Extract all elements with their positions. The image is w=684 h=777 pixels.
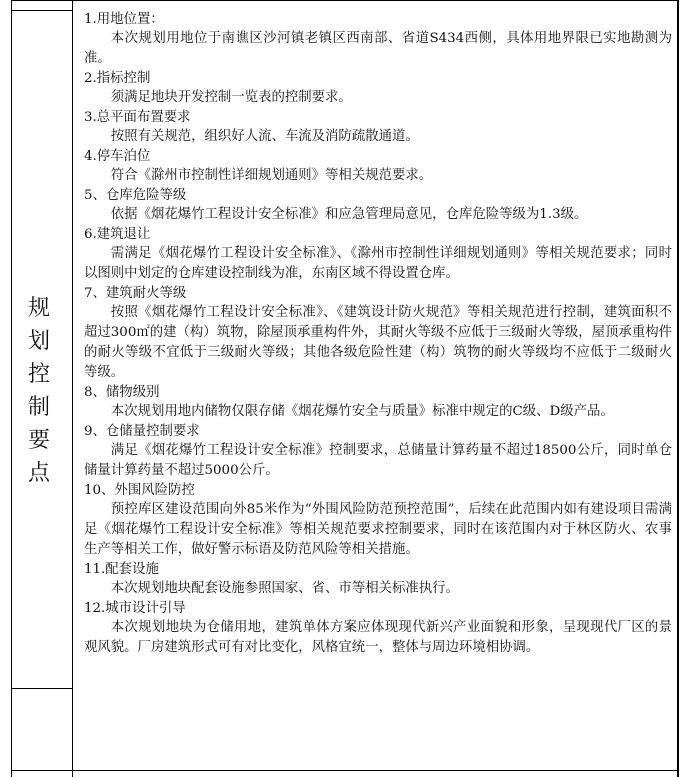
column-divider bbox=[72, 0, 73, 777]
row-label-cell bbox=[12, 8, 66, 773]
section-title: 10、外围风险防控 bbox=[84, 483, 195, 498]
section-title: 2.指标控制 bbox=[84, 71, 151, 86]
content-cell bbox=[84, 10, 672, 658]
right-border bbox=[677, 0, 679, 777]
section-body: 本次规划用地位于南谯区沙河镇老镇区西南部、省道S434西侧，具体用地界限已实地勘测为准。 bbox=[84, 31, 672, 66]
section-body: 按照有关规范，组织好人流、车流及消防疏散通道。 bbox=[110, 129, 419, 144]
section-title: 9、仓储量控制要求 bbox=[84, 424, 200, 439]
section-title: 5、仓库危险等级 bbox=[84, 188, 187, 203]
section-title: 4.停车泊位 bbox=[84, 149, 151, 164]
section-title: 12.城市设计引导 bbox=[84, 601, 186, 616]
section-title: 3.总平面布置要求 bbox=[84, 110, 191, 125]
section-title: 11.配套设施 bbox=[84, 562, 159, 577]
section-body: 本次规划地块为仓储用地，建筑单体方案应体现现代新兴产业面貌和形象，呈现现代厂区的景观风貌。厂房建筑形式可有对比变化，风格宜统一，整体与周边环境相协调。 bbox=[84, 620, 672, 655]
section-body: 须满足地块开发控制一览表的控制要求。 bbox=[110, 90, 352, 105]
row-label: 规划控制要点 bbox=[27, 295, 50, 486]
section-title: 7、建筑耐火等级 bbox=[84, 286, 187, 301]
section-body: 预控库区建设范围向外85米作为“外围风险防范预控范围”，后续在此范围内如有建设项目需满足《烟花爆竹工程设计安全标准》等相关规范要求控制要求，同时在该范围内对于林区防火、农事生产等相关工作，做好警示标语及防范风险等相关措施。 bbox=[84, 502, 672, 557]
section-title: 1.用地位置： bbox=[84, 12, 164, 27]
section-body: 本次规划用地内储物仅限存储《烟花爆竹安全与质量》标准中规定的C级、D级产品。 bbox=[110, 404, 614, 419]
top-border bbox=[11, 0, 679, 1]
section-body: 符合《滁州市控制性详细规划通则》等相关规范要求。 bbox=[110, 168, 433, 183]
section-title: 8、储物级别 bbox=[84, 385, 160, 400]
section-title: 6.建筑退让 bbox=[84, 227, 151, 242]
section-body: 需满足《烟花爆竹工程设计安全标准》、《滁州市控制性详细规划通则》等相关规范要求；同时以图则中划定的仓库建设控制线为准，东南区域不得设置仓库。 bbox=[84, 246, 672, 281]
section-body: 按照《烟花爆竹工程设计安全标准》、《建筑设计防火规范》等相关规范进行控制，建筑面积不超过300㎡的建（构）筑物，除屋顶承重构件外，其耐火等级不应低于三级耐火等级，屋顶承重构件的耐火等级不宜低于三级耐火等级；其他各级危险性建（构）筑物的耐火等级均不应低于二级耐火等级。 bbox=[84, 305, 672, 380]
section-body: 依据《烟花爆竹工程设计安全标准》和应急管理局意见，仓库危险等级为1.3级。 bbox=[110, 207, 588, 222]
section-body: 本次规划地块配套设施参照国家、省、市等相关标准执行。 bbox=[110, 581, 459, 596]
section-body: 满足《烟花爆竹工程设计安全标准》控制要求，总储量计算药量不超过18500公斤，同时单仓储量计算药量不超过5000公斤。 bbox=[84, 443, 672, 478]
bottom-border bbox=[11, 770, 679, 771]
